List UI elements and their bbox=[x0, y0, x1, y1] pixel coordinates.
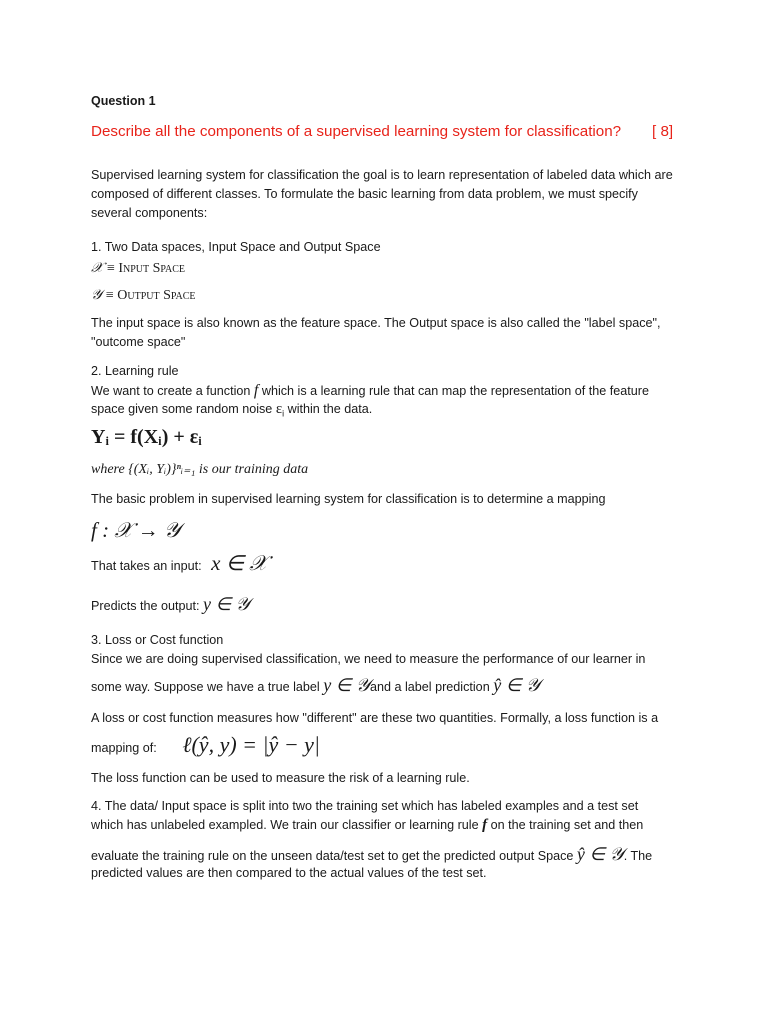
equation-output-space: 𝒴 ≡ Output Space bbox=[91, 287, 196, 303]
section2-line-2: space given some random noise $\varepsilon_i$ within the data. bbox=[91, 401, 373, 419]
equation-input: x ∈ 𝒳 bbox=[211, 551, 268, 575]
section1-title: 1. Two Data spaces, Input Space and Output Space bbox=[91, 240, 381, 254]
section3-line-3: A loss or cost function measures how "different" are these two quantities. Formally, a loss function is a bbox=[91, 711, 659, 725]
equation-mapping: f : 𝒳 → 𝒴 bbox=[91, 518, 181, 542]
section3-title: 3. Loss or Cost function bbox=[91, 633, 224, 647]
question-marks: [ 8] bbox=[652, 123, 674, 140]
section3-line-1: Since we are doing supervised classification, we need to measure the performance of our learner in bbox=[91, 652, 646, 666]
section2-line-1: We want to create a function f which is a learning rule that can map the representation of the feature bbox=[91, 382, 649, 399]
section4-line-2: which has unlabeled exampled. We train our classifier or learning rule f on the training set and then bbox=[91, 817, 644, 833]
section3-line-2: some way. Suppose we have a true label y ∈ 𝒴and a label prediction ŷ ∈ 𝒴 bbox=[91, 675, 540, 695]
intro-line-3: several components: bbox=[91, 206, 208, 220]
section4-line-3: evaluate the training rule on the unseen data/test set to get the predicted output Space ŷ ∈ 𝒴. The bbox=[91, 844, 653, 864]
question-heading: Question 1 bbox=[91, 94, 156, 108]
output-line: Predicts the output: y ∈ 𝒴 bbox=[91, 594, 250, 614]
equation-predicted-space: ŷ ∈ 𝒴 bbox=[576, 844, 624, 864]
equation-true-label: y ∈ 𝒴 bbox=[323, 675, 370, 695]
input-line: That takes an input: x ∈ 𝒳 bbox=[91, 551, 268, 575]
section3-line-5: The loss function can be used to measure the risk of a learning rule. bbox=[91, 771, 470, 785]
equation-loss: ℓ(ŷ, y) = |ŷ − y| bbox=[182, 732, 320, 757]
function-f-2: f bbox=[482, 817, 488, 833]
equation-prediction: ŷ ∈ 𝒴 bbox=[493, 675, 540, 695]
equation-output: y ∈ 𝒴 bbox=[203, 594, 250, 614]
section1-note-2: "outcome space" bbox=[91, 335, 186, 349]
intro-line-1: Supervised learning system for classification the goal is to learn representation of labeled data which are bbox=[91, 168, 673, 182]
intro-line-2: composed of different classes. To formulate the basic learning from data problem, we must specify bbox=[91, 187, 638, 201]
section1-note-1: The input space is also known as the feature space. The Output space is also called the "label space", bbox=[91, 316, 661, 330]
function-f: f bbox=[253, 382, 259, 399]
mapping-text: The basic problem in supervised learning system for classification is to determine a mapping bbox=[91, 492, 606, 506]
equation-input-space: 𝒳 ≡ Input Space bbox=[91, 260, 186, 276]
section4-line-4: predicted values are then compared to the actual values of the test set. bbox=[91, 866, 487, 880]
noise-epsilon: ε bbox=[275, 401, 283, 417]
question-text: Describe all the components of a supervised learning system for classification? bbox=[91, 123, 622, 140]
section4-line-1: 4. The data/ Input space is split into two the training set which has labeled examples and a test set bbox=[91, 799, 639, 813]
equation-training-data: where {(Xᵢ, Yᵢ)}ⁿᵢ₌₁ is our training data bbox=[91, 462, 309, 477]
section3-line-4: mapping of: ℓ(ŷ, y) = |ŷ − y| bbox=[91, 732, 320, 757]
equation-model: Yᵢ = f(Xᵢ) + εᵢ bbox=[91, 426, 202, 448]
section2-title: 2. Learning rule bbox=[91, 364, 179, 378]
